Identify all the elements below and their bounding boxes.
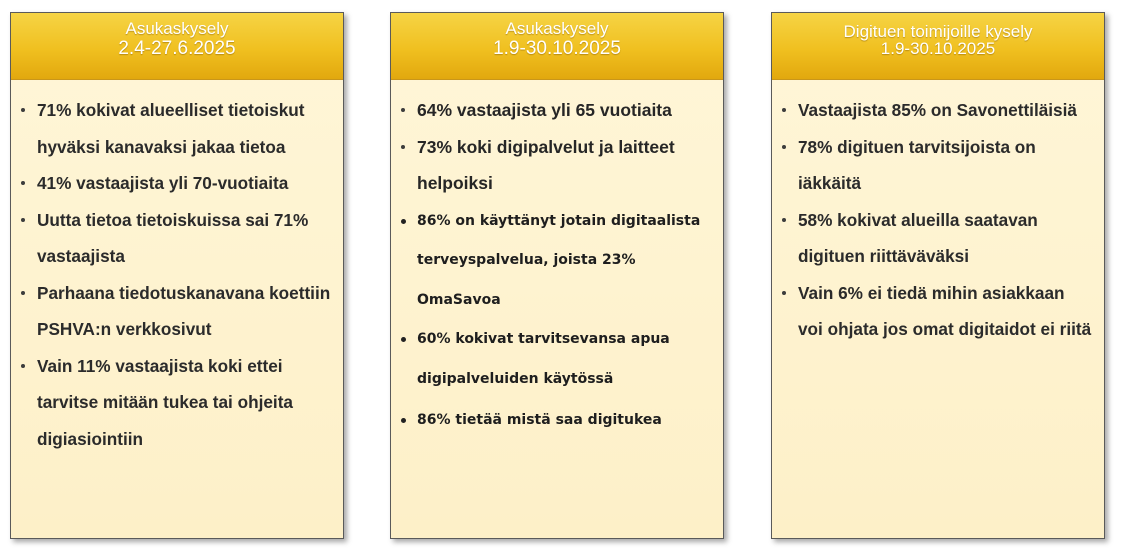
card-title: Asukaskysely [125, 19, 229, 38]
survey-card-resident-autumn [390, 12, 724, 539]
finding-item: 41% vastaajista yli 70-vuotiaita [19, 165, 333, 202]
finding-item: 58% kokivat alueilla saatavan digituen riittäväväksi [780, 202, 1094, 275]
card-header [391, 13, 723, 80]
finding-item: 78% digituen tarvitsijoista on iäkkäitä [780, 129, 1094, 202]
card-date-range: 1.9-30.10.2025 [880, 39, 996, 58]
finding-item: 86% tietää mistä saa digitukea [399, 401, 713, 441]
card-date-range: 2.4-27.6.2025 [118, 38, 236, 59]
card-date-range: 1.9-30.10.2025 [493, 38, 621, 59]
finding-item: Parhaana tiedotuskanavana koettiin PSHVA:n verkkosivut [19, 275, 333, 348]
card-title: Digituen toimijoille kysely [843, 22, 1033, 41]
card-header [11, 13, 343, 80]
finding-item: Vain 11% vastaajista koki ettei tarvitse mitään tukea tai ohjeita digiasiointiin [19, 348, 333, 458]
survey-card-resident-spring [10, 12, 344, 539]
finding-item: 86% on käyttänyt jotain digitaalista terveyspalvelua, joista 23% OmaSavoa [399, 202, 713, 321]
finding-item: 73% koki digipalvelut ja laitteet helpoiksi [399, 129, 713, 202]
survey-card-digital-support-providers [771, 12, 1105, 539]
finding-item: Vastaajista 85% on Savonettiläisiä [780, 92, 1094, 129]
findings-list [391, 80, 723, 441]
finding-item: Uutta tietoa tietoiskuissa sai 71% vastaajista [19, 202, 333, 275]
finding-item: 64% vastaajista yli 65 vuotiaita [399, 92, 713, 129]
finding-item: 60% kokivat tarvitsevansa apua digipalveluiden käytössä [399, 320, 713, 399]
findings-list [772, 80, 1104, 348]
finding-item: Vain 6% ei tiedä mihin asiakkaan voi ohjata jos omat digitaidot ei riitä [780, 275, 1094, 348]
card-title: Asukaskysely [505, 19, 609, 38]
finding-item: 71% kokivat alueelliset tietoiskut hyväksi kanavaksi jakaa tietoa [19, 92, 333, 165]
card-header [772, 13, 1104, 80]
findings-list [11, 80, 343, 457]
